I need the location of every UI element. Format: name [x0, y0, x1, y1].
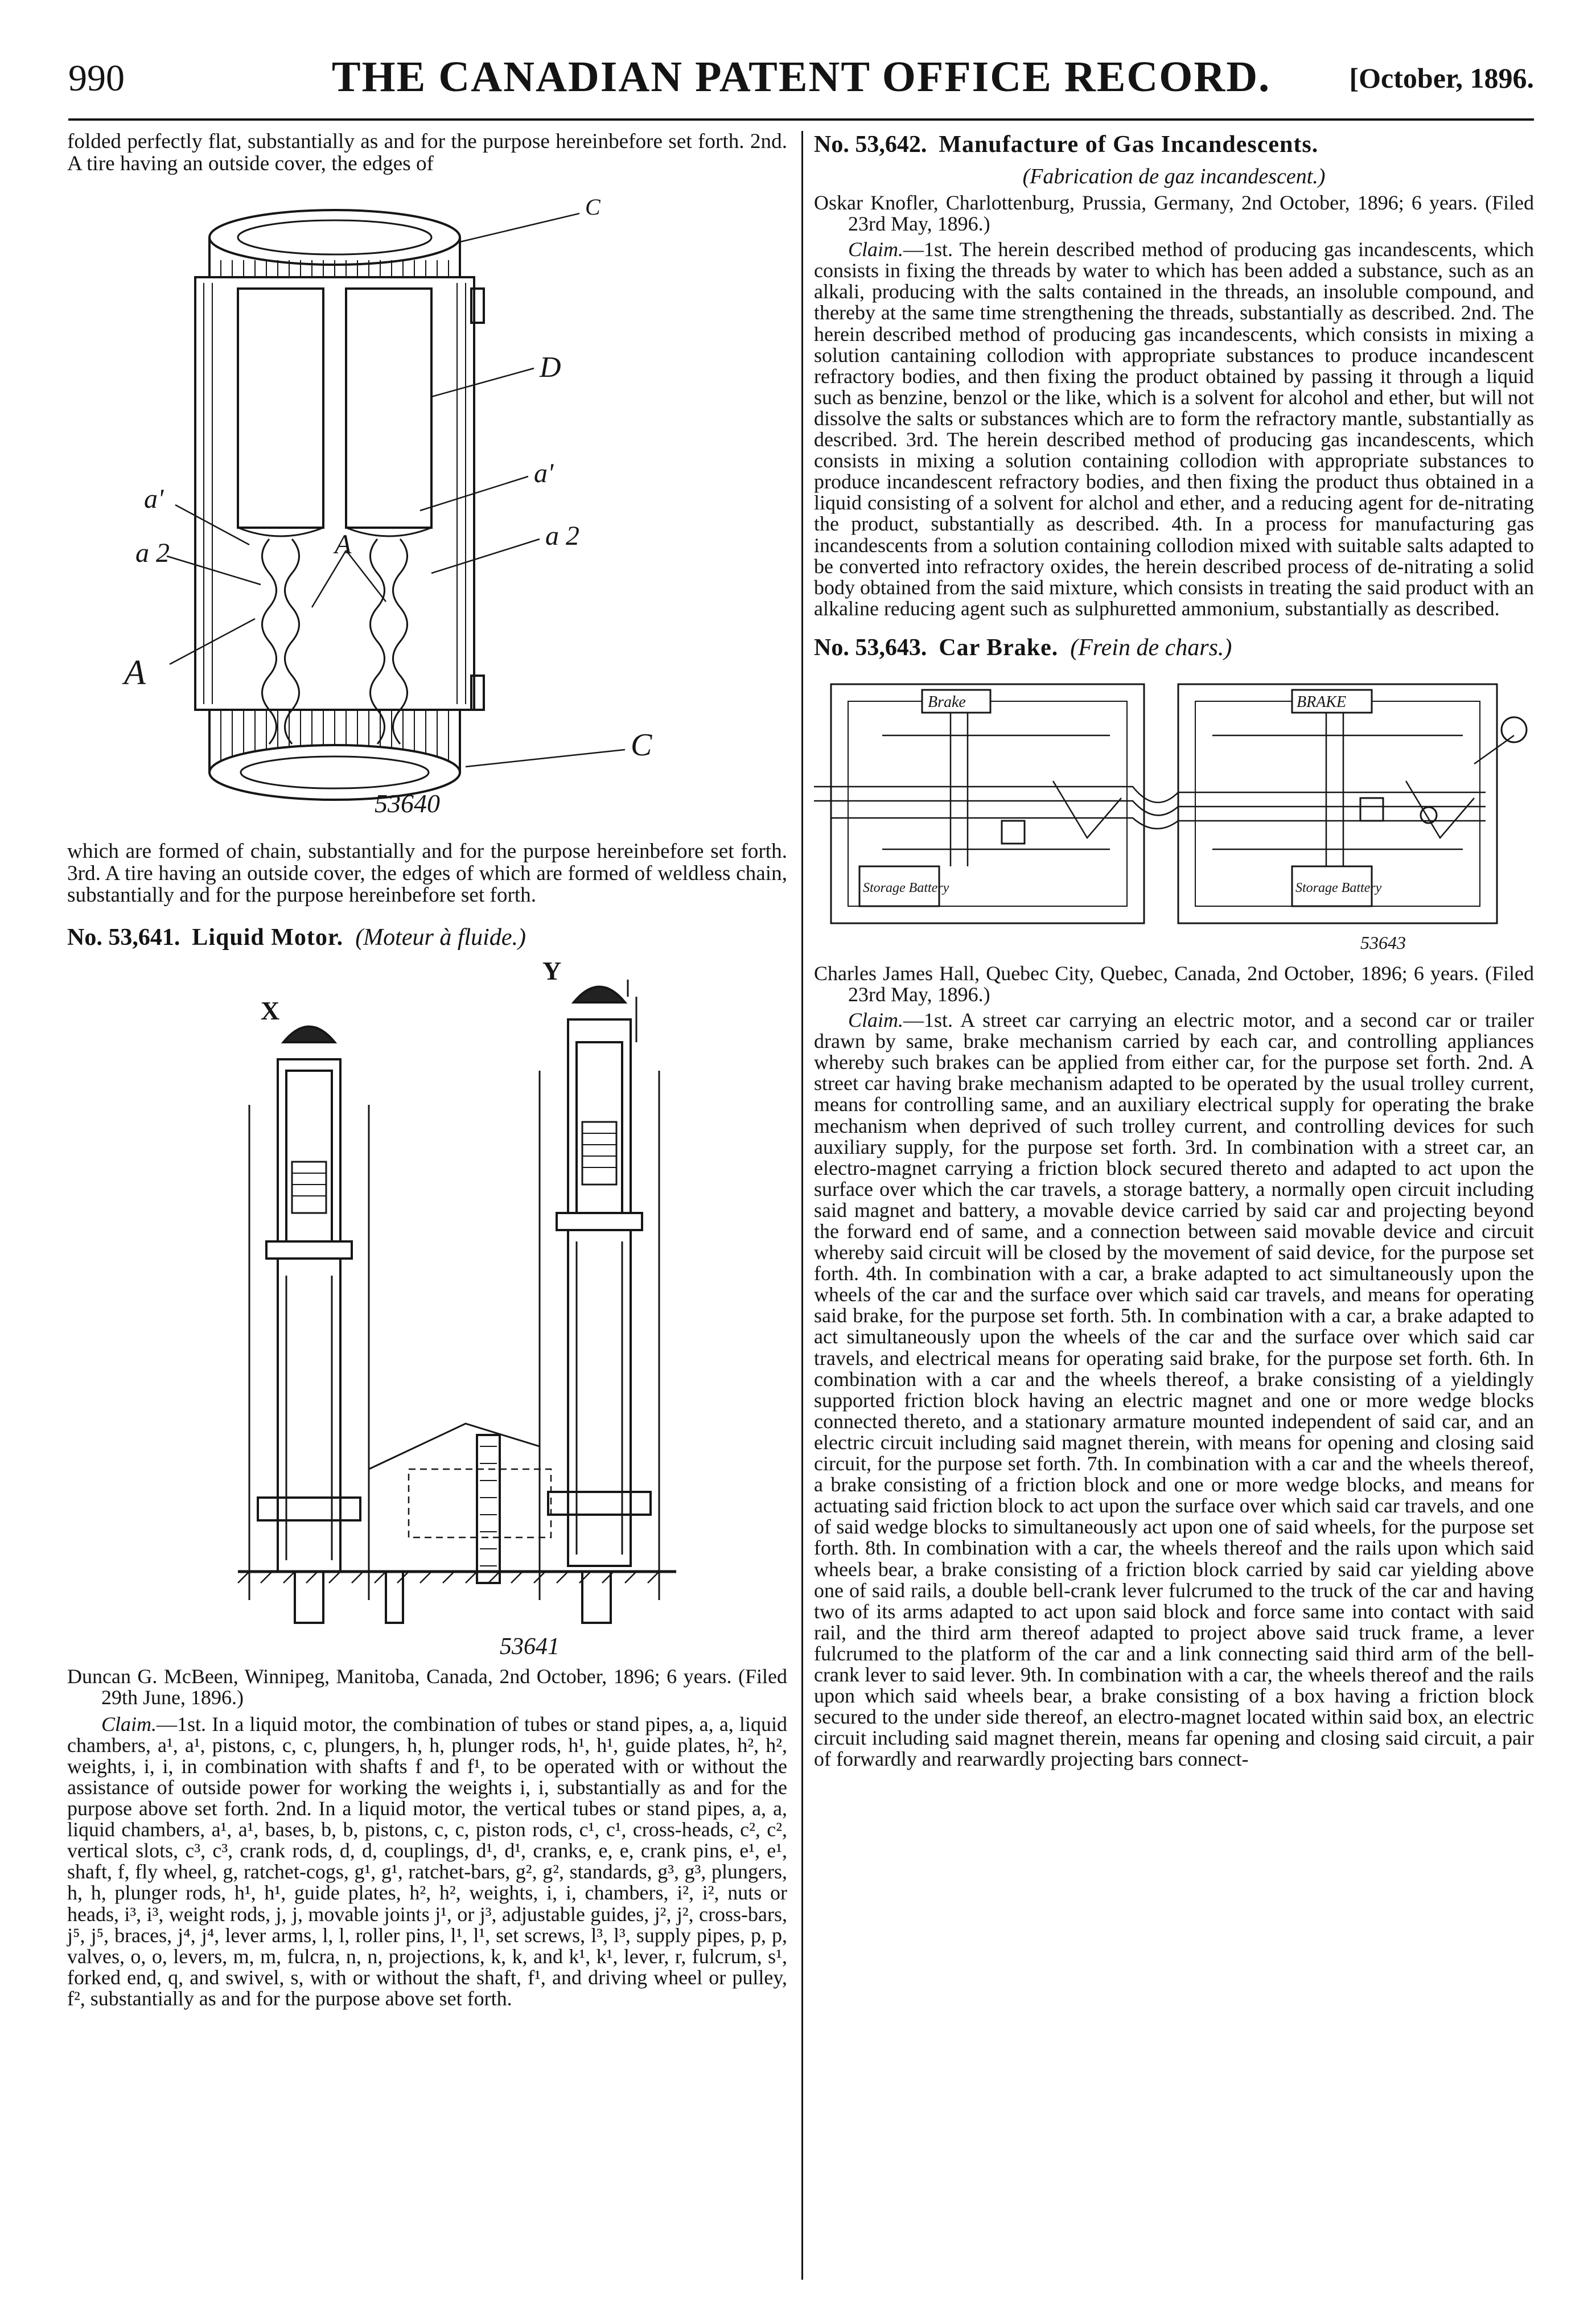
- right-column: [814, 131, 1534, 1770]
- inventor-53641: Duncan G. McBeen, Winnipeg, Manitoba, Canada, 2nd October, 1896; 6 years. (Filed 29th June, 1896.): [67, 1664, 787, 1709]
- label-top: C: [585, 194, 600, 220]
- carryover-text-bottom: which are formed of chain, substantially and for the purpose hereinbefore set forth. 3rd. A tire having an outside cover, the edges of which are formed of weldless chain, substantially and for the purpose hereinbefore set forth.: [67, 840, 787, 907]
- header-rule: [68, 118, 1534, 121]
- car-brake-wiring-diagram: [814, 667, 1534, 963]
- claim-label: Claim.: [848, 1009, 904, 1032]
- tire-illustration: [67, 175, 787, 841]
- claim-53641: [67, 1714, 787, 2009]
- patent-number: No. 53,641.: [67, 924, 180, 951]
- label-a2-left: a 2: [135, 538, 170, 568]
- left-column: [67, 131, 787, 2009]
- figure-number-53640: 53640: [375, 789, 440, 818]
- figure-53641: [67, 957, 787, 1663]
- patent-number: No. 53,643.: [814, 634, 927, 661]
- carryover-text-top: folded perfectly flat, substantially as and for the purpose hereinbefore set forth. 2nd. A tire having an outside cover, the edges of: [67, 130, 787, 175]
- label-battery-left: Storage Battery: [863, 880, 949, 895]
- running-title: THE CANADIAN PATENT OFFICE RECORD.: [331, 53, 1271, 101]
- claim-text: —1st. A street car carrying an electric motor, and a second car or trailer drawn by same, brake mechanism carried by each car, and controlling appliances whereby such brakes can be applied from either car, for the purpose set forth. 2nd. A street car having brake mechanism adapted to be operated by the usual trolley current, means for controlling same, and an auxiliary electrical supply for operating the brake mechanism when deprived of such trolley current, and controlling devices for such auxiliary supply, for the purpose set forth. 3rd. In combination with a street car, an electro-magnet carrying a friction block secured thereto and adapted to act upon the surface over which the car travels, a storage battery, a normally open circuit including said magnet and battery, a movable device carried by said car and projecting beyond the forward end of same, and a connection between said movable device and circuit whereby said circuit will be closed by the movement of said device, for the purpose set forth. 4th. In combination with a car, a brake adapted to act simultaneously upon the wheels of the car and the surface over which said car travels, and means for operating said brake, for the purpose set forth. 5th. In combination with a car, a brake adapted to act simultaneously upon the wheels of the car and the surface over which said car travels, and electrical means for operating said brake, for the purpose set forth. 6th. In combination with a car and the wheels thereof, a brake consisting of a yieldingly supported friction block having an electric magnet and one or more wedge blocks connected thereto, and a stationary armature mounted independent of said car, and an electric circuit including said magnet therein, with means for opening and closing said circuit, for the purpose set forth. 7th. In combination with a car and the wheels thereof, a brake consisting of a friction block and one or more wedge blocks, and means for actuating said friction block to act upon the surface over which said car travels, and one of said wedge blocks to simultaneously act upon one of said wheels, for the purpose set forth. 8th. In combination with a car, the wheels thereof and the rails upon which said wheels bear, a brake consisting of a friction block carried by said car yielding above one of said rails, a double bell-crank lever fulcrumed to the truck of the car and having two of its arms adapted to act upon said block and force same into contact with said rail, and the third arm thereof adapted to project above said truck frame, a lever fulcrumed to the platform of the car and a link connecting said third arm of the bell-crank lever to said lever. 9th. In combination with a car, the wheels thereof and the rails upon which said wheels bear, a brake consisting of a box having a friction block secured to the under side thereof, an electro-magnet located within said box, an electric circuit including said magnet therein, means far opening and closing said circuit, a pair of forwardly and rearwardly projecting bars connect-: [814, 1009, 1534, 1771]
- figure-53643: [814, 667, 1534, 963]
- liquid-motor-illustration: [67, 957, 787, 1663]
- patent-french-title: (Fabrication de gaz incandescent.): [1022, 165, 1326, 188]
- figure-number-53641: 53641: [500, 1633, 560, 1660]
- label-battery-right: Storage Battery: [1295, 880, 1382, 895]
- label-a1-right: a': [534, 458, 554, 488]
- label-brake-right: BRAKE: [1297, 693, 1347, 711]
- patent-number: No. 53,642.: [814, 131, 927, 158]
- column-divider: [801, 131, 803, 2280]
- inventor-53643: Charles James Hall, Quebec City, Quebec, Canada, 2nd October, 1896; 6 years. (Filed 23rd May, 1896.): [814, 961, 1534, 1006]
- claim-text: —1st. In a liquid motor, the combination of tubes or stand pipes, a, a, liquid chambers, a¹, a¹, pistons, c, c, plungers, h, h, plunger rods, h¹, h¹, guide plates, h², h², weights, i, i, in combination with shafts f and f¹, to be operated with or without the assistance of outside power for working the weights i, i, substantially as and for the purpose above set forth. 2nd. In a liquid motor, the vertical tubes or stand pipes, a, a, liquid chambers, a¹, a¹, bases, b, b, pistons, c, c, piston rods, c¹, c¹, cross-heads, c², c², vertical slots, c³, c³, crank rods, d, d, couplings, d¹, d¹, cranks, e, e, crank pins, e¹, e¹, shaft, f, fly wheel, g, ratchet-cogs, g¹, g¹, ratchet-bars, g², g², standards, g³, g³, plungers, h, h, plunger rods, h¹, h¹, guide plates, h², h², weights, i, i, chambers, i², i², nuts or heads, i³, i³, weight rods, j, j, movable joints j¹, or j³, adjustable guides, j², j², cross-bars, j⁵, j⁵, braces, j⁴, j⁴, lever arms, l, l, roller pins, l¹, l¹, set screws, l³, l³, supply pipes, p, p, valves, o, o, levers, m, m, fulcra, n, n, projections, k, k, and k¹, k¹, lever, r, fulcrum, s¹, forked end, q, and swivel, s, with or without the shaft, f¹, and driving wheel or pulley, f², substantially as and for the purpose above set forth.: [67, 1712, 787, 2010]
- patent-heading-53643: [814, 634, 1534, 661]
- page-number: 990: [68, 57, 125, 99]
- label-a1-left: a': [144, 484, 164, 514]
- claim-53643: [814, 1010, 1534, 1770]
- issue-date: [October, 1896.: [1349, 62, 1534, 94]
- label-brake-left: Brake: [928, 693, 966, 711]
- label-d: D: [540, 351, 561, 384]
- figure-53640: [67, 175, 787, 841]
- claim-label: Claim.: [848, 238, 904, 261]
- patent-heading-53642: [814, 131, 1534, 158]
- label-a2-right: a 2: [545, 521, 579, 551]
- patent-heading-53641: [67, 924, 787, 951]
- patent-title: Car Brake.: [939, 634, 1059, 661]
- label-y: Y: [542, 956, 562, 985]
- patent-french-title: (Frein de chars.): [1070, 634, 1232, 661]
- label-x: X: [261, 996, 280, 1025]
- patent-french-title: (Moteur à fluide.): [355, 924, 526, 951]
- figure-number-53643: 53643: [1360, 932, 1406, 953]
- label-c: C: [631, 727, 652, 763]
- page-header: [68, 47, 1534, 109]
- claim-text: —1st. The herein described method of producing gas incandescents, which consists in fixing the threads by water to which has been added a substance, such as an alkali, producing with the salts contained in the threads, an insoluble compound, and thereby at the same time strengthening the threads, substantially as described. 2nd. The herein described method of producing gas incandescents, which consists in mixing a solution cantaining collodion with appropriate substances to produce incandescent refractory bodies, and then fixing the product obtained by passing it through a liquid such as benzine, benzol or the like, which is a solvent for alcohol and ether, but will not dissolve the salts or substances which are to form the refractory mantle, substantially as described. 3rd. The herein described method of producing gas incandescents, which consists in mixing a solution containing collodion with appropriate substances to produce incandescent refractory bodies, and then fixing the product thus obtained in a liquid consisting of a solvent for alchol and ether, and a reducing agent for de-nitrating the product, substantially as described. 4th. In a process for manufacturing gas incandescents from a solution containing collodion mixed with suitable salts adapted to be converted into refractory oxides, the herein described process of de-nitrating a solid body obtained from the said mixture, which consists in treating the said product with an alkaline reducing agent such as sulphuretted ammonium, substantially as described.: [814, 238, 1534, 620]
- claim-label: Claim.: [101, 1712, 157, 1736]
- inventor-53642: Oskar Knofler, Charlottenburg, Prussia, Germany, 2nd October, 1896; 6 years. (Filed 23rd May, 1896.): [814, 191, 1534, 236]
- patent-title: Liquid Motor.: [192, 924, 344, 951]
- label-a-outer: A: [124, 653, 146, 692]
- claim-53642: [814, 239, 1534, 619]
- patent-title: Manufacture of Gas Incandescents.: [939, 131, 1319, 158]
- label-a-center: A: [335, 529, 352, 560]
